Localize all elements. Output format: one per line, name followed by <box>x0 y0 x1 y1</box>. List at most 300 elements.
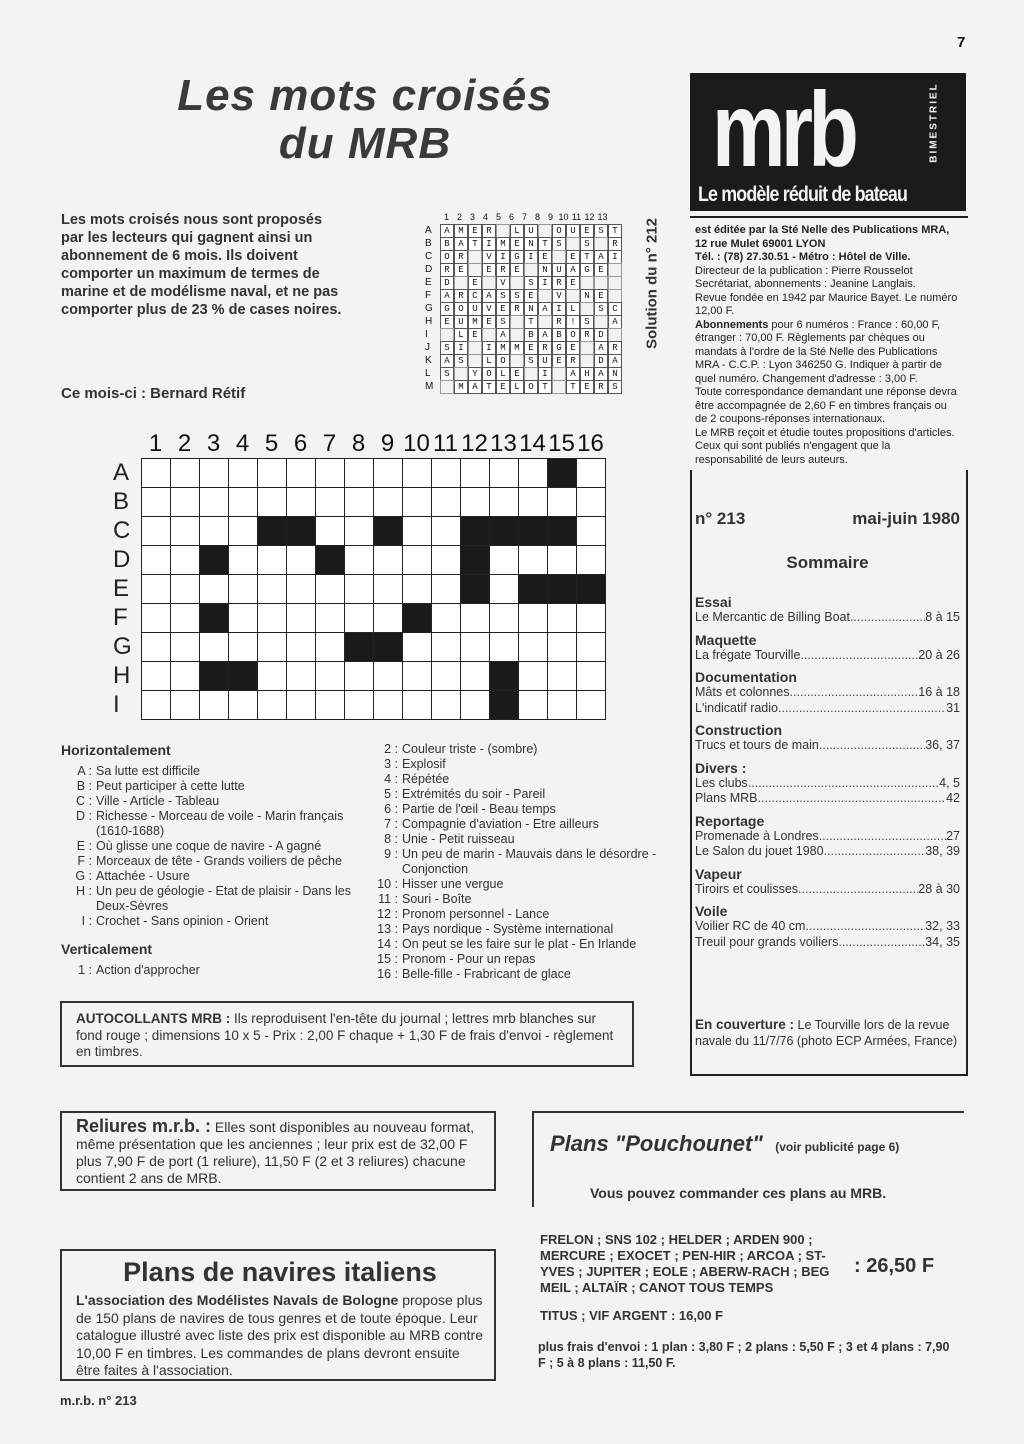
autocollants-text: Ils reproduisent l'en-tête du journal ; lettres mrb blanches sur fond rouge ; dimensions 10 x 5 - Prix : 2,00 F chaque + 1,30 F de frais d'envoi - règlement en timbres. <box>76 1011 614 1059</box>
grid-cell[interactable] <box>257 603 286 632</box>
solution-cell <box>594 237 608 251</box>
grid-cell[interactable] <box>286 574 315 603</box>
solution-cell: E <box>594 263 608 277</box>
solution-cell <box>580 341 594 355</box>
solution-cell: G <box>510 250 524 264</box>
grid-cell[interactable] <box>402 516 431 545</box>
grid-cell[interactable] <box>257 545 286 574</box>
grid-col-number: 4 <box>235 430 250 457</box>
solution-cell: E <box>594 289 608 303</box>
solution-cell: E <box>468 276 482 290</box>
grid-row <box>113 458 606 487</box>
solution-cell: B <box>524 328 538 342</box>
solution-cell <box>552 367 566 381</box>
solution-cell: S <box>440 341 454 355</box>
grid-cell[interactable] <box>286 458 315 487</box>
solution-cell: M <box>510 341 524 355</box>
solution-cell <box>594 315 608 329</box>
grid-cell[interactable] <box>460 690 489 720</box>
grid-cell[interactable] <box>315 487 344 516</box>
grid-black-cell[interactable] <box>518 516 547 545</box>
title-line-1: Les mots croisés <box>177 71 553 120</box>
grid-cell[interactable] <box>402 574 431 603</box>
solution-col-number: 5 <box>495 212 501 222</box>
sommaire-entry[interactable]: Le Salon du jouet 1980 ..... 38, 39 <box>695 844 960 860</box>
solution-cell: O <box>440 250 454 264</box>
grid-cell[interactable] <box>547 603 576 632</box>
grid-cell[interactable] <box>547 487 576 516</box>
grid-black-cell[interactable] <box>199 661 228 690</box>
grid-black-cell[interactable] <box>199 545 228 574</box>
grid-col-number: 3 <box>206 430 221 457</box>
clue: D : Richesse - Morceau de voile - Marin français (1610-1688) <box>76 809 344 838</box>
grid-cell[interactable] <box>547 632 576 661</box>
grid-cell[interactable] <box>199 690 228 720</box>
solution-cell: A <box>440 354 454 368</box>
grid-cell[interactable] <box>489 632 518 661</box>
grid-cell[interactable] <box>286 690 315 720</box>
grid-cell[interactable] <box>170 574 199 603</box>
solution-cell <box>510 328 524 342</box>
grid-cell[interactable] <box>518 661 547 690</box>
grid-cell[interactable] <box>576 487 606 516</box>
grid-cell[interactable] <box>402 545 431 574</box>
clue: 3 : Explosif <box>384 757 446 771</box>
sommaire-entry[interactable]: Le Mercantic de Billing Boat ..... 8 à 15 <box>695 610 960 626</box>
solution-cell <box>538 289 552 303</box>
solution-col-number: 6 <box>508 212 514 222</box>
grid-cell[interactable] <box>402 458 431 487</box>
grid-black-cell[interactable] <box>315 545 344 574</box>
solution-cell <box>538 224 552 238</box>
grid-cell[interactable] <box>402 690 431 720</box>
solution-row-label: D <box>425 264 433 275</box>
grid-cell[interactable] <box>199 458 228 487</box>
clue: E : Où glisse une coque de navire - A gagné <box>76 839 322 853</box>
solution-cell: R <box>594 380 608 394</box>
solution-col-number: 7 <box>521 212 527 222</box>
grid-cell[interactable] <box>344 487 373 516</box>
masthead-rule <box>690 216 968 218</box>
sommaire-entry[interactable]: Tiroirs et coulisses ..... 28 à 30 <box>695 882 960 898</box>
grid-cell[interactable] <box>518 545 547 574</box>
clue: 4 : Répétée <box>384 772 450 786</box>
grid-cell[interactable] <box>489 574 518 603</box>
grid-cell[interactable] <box>257 661 286 690</box>
solution-cell: U <box>566 224 580 238</box>
grid-black-cell[interactable] <box>547 516 576 545</box>
grid-cell[interactable] <box>373 487 402 516</box>
reliures-lead: Reliures m.r.b. : <box>76 1116 212 1136</box>
grid-cell[interactable] <box>518 458 547 487</box>
grid-black-cell[interactable] <box>518 574 547 603</box>
grid-cell[interactable] <box>141 632 170 661</box>
solution-cell: A <box>538 302 552 316</box>
solution-cell <box>440 380 454 394</box>
grid-cell[interactable] <box>141 661 170 690</box>
solution-cell: L <box>510 224 524 238</box>
grid-cell[interactable] <box>576 690 606 720</box>
grid-black-cell[interactable] <box>489 690 518 720</box>
solution-cell: E <box>566 276 580 290</box>
solution-cell: I <box>524 250 538 264</box>
correspondance: Toute correspondance demandant une réponse devra être accompagnée de 2,60 F en timbres français ou de 2 coupons-réponses internationaux. <box>695 386 957 425</box>
solution-cell: A <box>594 367 608 381</box>
grid-cell[interactable] <box>518 487 547 516</box>
grid-cell[interactable] <box>547 690 576 720</box>
solution-cell <box>482 328 496 342</box>
grid-black-cell[interactable] <box>460 574 489 603</box>
sommaire-entry[interactable]: Mâts et colonnes ..... 16 à 18 <box>695 685 960 701</box>
grid-cell[interactable] <box>286 545 315 574</box>
grid-cell[interactable] <box>199 516 228 545</box>
grid-cell[interactable] <box>576 458 606 487</box>
grid-cell[interactable] <box>315 574 344 603</box>
intro-text: Les mots croisés nous sont proposés par les lecteurs qui gagnent ainsi un abonnement de 6 mois. Ils doivent comporter un maximum de termes de marine et de modélisme naval, et ne pas comporter plus de 23 % de cases noires. <box>61 212 342 318</box>
solution-cell: S <box>454 354 468 368</box>
grid-black-cell[interactable] <box>576 574 606 603</box>
solution-cell: G <box>552 341 566 355</box>
solution-row-label: A <box>425 225 432 236</box>
solution-cell <box>510 315 524 329</box>
grid-black-cell[interactable] <box>547 574 576 603</box>
grid-cell[interactable] <box>373 603 402 632</box>
sommaire-entry[interactable]: Trucs et tours de main ..... 36, 37 <box>695 738 960 754</box>
solution-cell: O <box>566 328 580 342</box>
solution-caption: Solution du n° 212 <box>643 218 661 350</box>
solution-cell: A <box>608 315 622 329</box>
grid-cell[interactable] <box>286 487 315 516</box>
grid-row <box>113 545 606 574</box>
grid-cell[interactable] <box>344 458 373 487</box>
grid-cell[interactable] <box>286 632 315 661</box>
solution-cell: R <box>496 263 510 277</box>
grid-cell[interactable] <box>402 632 431 661</box>
grid-black-cell[interactable] <box>373 516 402 545</box>
grid-cell[interactable] <box>344 690 373 720</box>
pouchounet-box <box>532 1111 964 1207</box>
grid-row <box>113 661 606 690</box>
grid-black-cell[interactable] <box>547 458 576 487</box>
solution-row <box>425 354 622 367</box>
grid-cell[interactable] <box>576 632 606 661</box>
grid-cell[interactable] <box>170 545 199 574</box>
solution-cell: I <box>538 276 552 290</box>
periodicity: BIMESTRIEL <box>928 82 940 163</box>
sommaire-entry[interactable]: L'indicatif radio ..... 31 <box>695 701 960 717</box>
grid-black-cell[interactable] <box>286 516 315 545</box>
clue: B : Peut participer à cette lutte <box>76 779 245 793</box>
grid-cell[interactable] <box>170 603 199 632</box>
grid-cell[interactable] <box>489 487 518 516</box>
sommaire-section-title: Documentation <box>695 669 797 685</box>
solution-cell: O <box>524 380 538 394</box>
issue-line <box>695 509 960 529</box>
solution-cell: S <box>496 289 510 303</box>
grid-cell[interactable] <box>228 516 257 545</box>
grid-cell[interactable] <box>431 545 460 574</box>
grid-cell[interactable] <box>257 574 286 603</box>
grid-cell[interactable] <box>228 574 257 603</box>
grid-cell[interactable] <box>576 545 606 574</box>
grid-cell[interactable] <box>576 603 606 632</box>
abonnements: Abonnements pour 6 numéros : France : 60,00 F, étranger : 70,00 F. Règlements par chèques ou mandats à l'ordre de la Sté Nelle des Publications MRA - C.C.P. : Lyon 346250 G. Indiquer à partir de quel numéro. Changement d'adresse : 3,00 F. <box>695 318 943 385</box>
grid-cell[interactable] <box>373 661 402 690</box>
grid-cell[interactable] <box>460 603 489 632</box>
grid-row <box>113 574 606 603</box>
grid-cell[interactable] <box>315 516 344 545</box>
solution-cell: E <box>580 224 594 238</box>
solution-cell: N <box>524 302 538 316</box>
clue: 10 : Hisser une vergue <box>377 877 504 891</box>
sommaire-entry[interactable]: Promenade à Londres ..... 27 <box>695 829 960 845</box>
grid-cell[interactable] <box>431 487 460 516</box>
solution-cell <box>468 341 482 355</box>
grid-cell[interactable] <box>518 690 547 720</box>
solution-cell <box>580 276 594 290</box>
solution-cell: C <box>608 302 622 316</box>
solution-row-label: M <box>425 381 434 392</box>
grid-cell[interactable] <box>344 574 373 603</box>
solution-cell: I <box>454 341 468 355</box>
grid-black-cell[interactable] <box>460 545 489 574</box>
grid-black-cell[interactable] <box>257 516 286 545</box>
grid-cell[interactable] <box>315 690 344 720</box>
solution-row <box>425 367 622 380</box>
grid-cell[interactable] <box>460 487 489 516</box>
grid-cell[interactable] <box>431 458 460 487</box>
grid-col-number: 12 <box>461 430 488 457</box>
phone: Tél. : (78) 27.30.51 - Métro : Hôtel de Ville. <box>695 251 911 263</box>
clue: 1 : Action d'approcher <box>78 963 200 977</box>
grid-cell[interactable] <box>170 516 199 545</box>
solution-cell <box>594 276 608 290</box>
grid-cell[interactable] <box>489 603 518 632</box>
solution-cell: E <box>524 341 538 355</box>
grid-cell[interactable] <box>315 458 344 487</box>
grid-cell[interactable] <box>257 632 286 661</box>
solution-cell: L <box>454 328 468 342</box>
solution-row <box>425 276 622 289</box>
grid-cell[interactable] <box>431 632 460 661</box>
grid-cell[interactable] <box>286 661 315 690</box>
clue: I : Crochet - Sans opinion - Orient <box>81 914 269 928</box>
solution-cell: A <box>482 289 496 303</box>
solution-row-label: G <box>425 303 433 314</box>
solution-row-label: J <box>425 342 430 353</box>
column-rule-bottom <box>690 1074 968 1076</box>
grid-cell[interactable] <box>576 516 606 545</box>
grid-black-cell[interactable] <box>460 516 489 545</box>
grid-cell[interactable] <box>431 516 460 545</box>
solution-cell: E <box>566 341 580 355</box>
sommaire-section-title: Vapeur <box>695 865 742 882</box>
grid-cell[interactable] <box>141 487 170 516</box>
grid-cell[interactable] <box>431 603 460 632</box>
grid-col-number: 10 <box>403 430 430 457</box>
grid-cell[interactable] <box>141 516 170 545</box>
sommaire-section-title: Construction <box>695 722 783 738</box>
grid-black-cell[interactable] <box>489 516 518 545</box>
solution-cell <box>454 367 468 381</box>
clue: A : Sa lutte est difficile <box>77 764 200 778</box>
grid-cell[interactable] <box>489 458 518 487</box>
solution-cell: S <box>594 302 608 316</box>
grid-col-number: 15 <box>548 430 575 457</box>
grid-cell[interactable] <box>402 487 431 516</box>
grid-black-cell[interactable] <box>199 603 228 632</box>
solution-col-number: 10 <box>558 212 569 222</box>
pouchounet-frais: plus frais d'envoi : 1 plan : 3,80 F ; 2 plans : 5,50 F ; 3 et 4 plans : 7,90 F ; 5 à 8 plans : 11,50 F. <box>538 1340 950 1370</box>
grid-cell[interactable] <box>228 487 257 516</box>
grid-cell[interactable] <box>170 487 199 516</box>
grid-cell[interactable] <box>257 487 286 516</box>
grid-cell[interactable] <box>402 661 431 690</box>
grid-cell[interactable] <box>373 574 402 603</box>
grid-cell[interactable] <box>518 603 547 632</box>
solution-cell <box>454 276 468 290</box>
sommaire-section-title: Divers : <box>695 759 747 776</box>
grid-cell[interactable] <box>286 603 315 632</box>
solution-row <box>425 380 622 393</box>
clue: H : Un peu de géologie - Etat de plaisir - Dans les Deux-Sèvres <box>76 884 352 913</box>
grid-cell[interactable] <box>344 545 373 574</box>
grid-black-cell[interactable] <box>373 632 402 661</box>
grid-cell[interactable] <box>170 458 199 487</box>
solution-cell: T <box>538 237 552 251</box>
solution-cell: N <box>580 289 594 303</box>
grid-cell[interactable] <box>199 632 228 661</box>
issue-number: n° 213 <box>695 509 746 528</box>
grid-cell[interactable] <box>199 487 228 516</box>
solution-col-number: 3 <box>469 212 475 222</box>
grid-cell[interactable] <box>228 632 257 661</box>
solution-row <box>425 224 622 237</box>
grid-black-cell[interactable] <box>489 661 518 690</box>
solution-cell: N <box>538 263 552 277</box>
grid-cell[interactable] <box>431 690 460 720</box>
solution-cell <box>482 276 496 290</box>
grid-cell[interactable] <box>228 458 257 487</box>
grid-cell[interactable] <box>373 545 402 574</box>
solution-cell: R <box>454 250 468 264</box>
grid-cell[interactable] <box>431 661 460 690</box>
grid-cell[interactable] <box>518 632 547 661</box>
solution-cell: S <box>510 289 524 303</box>
grid-cell[interactable] <box>344 661 373 690</box>
grid-cell[interactable] <box>170 661 199 690</box>
grid-cell[interactable] <box>547 545 576 574</box>
solution-col-number: 13 <box>597 212 608 222</box>
grid-cell[interactable] <box>373 690 402 720</box>
solution-cell: R <box>566 354 580 368</box>
grid-cell[interactable] <box>257 458 286 487</box>
solution-cell: U <box>524 224 538 238</box>
solution-cell: T <box>566 380 580 394</box>
grid-cell[interactable] <box>199 574 228 603</box>
solution-cell: U <box>538 354 552 368</box>
grid-black-cell[interactable] <box>228 661 257 690</box>
solution-cell: E <box>496 302 510 316</box>
solution-cell <box>580 354 594 368</box>
grid-cell[interactable] <box>315 661 344 690</box>
grid-cell[interactable] <box>141 458 170 487</box>
grid-black-cell[interactable] <box>344 632 373 661</box>
grid-cell[interactable] <box>228 603 257 632</box>
grid-cell[interactable] <box>460 458 489 487</box>
grid-cell[interactable] <box>170 690 199 720</box>
solution-cell: O <box>454 302 468 316</box>
solution-cell: C <box>468 289 482 303</box>
grid-cell[interactable] <box>576 661 606 690</box>
solution-cell: R <box>608 341 622 355</box>
grid-cell[interactable] <box>141 603 170 632</box>
solution-cell: I <box>552 302 566 316</box>
grid-cell[interactable] <box>141 545 170 574</box>
sommaire-entry[interactable]: Voilier RC de 40 cm ..... 32, 33 <box>695 919 960 935</box>
grid-cell[interactable] <box>141 690 170 720</box>
articles: Le MRB reçoit et étudie toutes propositions d'articles. Ceux qui sont publiés n'engagent que la responsabilité de leurs auteurs. <box>695 426 955 466</box>
grid-cell[interactable] <box>228 690 257 720</box>
grid-cell[interactable] <box>460 632 489 661</box>
grid-cell[interactable] <box>141 574 170 603</box>
solution-cell: A <box>440 224 454 238</box>
solution-row-label: E <box>425 277 432 288</box>
vertical-clues <box>367 742 667 982</box>
solution-cell: S <box>552 237 566 251</box>
solution-col-number: 11 <box>571 212 582 222</box>
solution-cell: O <box>552 224 566 238</box>
grid-cell[interactable] <box>344 603 373 632</box>
sommaire-entry[interactable]: La frégate Tourville ..... 20 à 26 <box>695 648 960 664</box>
grid-cell[interactable] <box>170 632 199 661</box>
solution-cell: T <box>468 237 482 251</box>
solution-cell: E <box>524 289 538 303</box>
grid-cell[interactable] <box>489 545 518 574</box>
publisher: est éditée par la Sté Nelle des Publications MRA, 12 rue Mulet 69001 LYON <box>695 224 950 250</box>
grid-cell[interactable] <box>431 574 460 603</box>
solution-cell: U <box>552 263 566 277</box>
grid-cell[interactable] <box>315 632 344 661</box>
grid-cell[interactable] <box>228 545 257 574</box>
grid-cell[interactable] <box>373 458 402 487</box>
grid-black-cell[interactable] <box>402 603 431 632</box>
author-credit: Ce mois-ci : Bernard Rétif <box>61 385 246 402</box>
solution-cell: V <box>552 289 566 303</box>
grid-cell[interactable] <box>257 690 286 720</box>
masthead-subtitle: Le modèle réduit de bateau <box>698 183 908 206</box>
solution-cell <box>552 380 566 394</box>
grid-cell[interactable] <box>460 661 489 690</box>
sommaire-entry[interactable]: Plans MRB ..... 42 <box>695 791 960 807</box>
autocollants-box <box>60 1001 634 1067</box>
sommaire-entry[interactable]: Les clubs ..... 4, 5 <box>695 776 960 792</box>
solution-cell: H <box>580 367 594 381</box>
masthead-info <box>695 224 961 467</box>
grid-cell[interactable] <box>315 603 344 632</box>
grid-row-label: F <box>113 604 128 631</box>
solution-col-number: 8 <box>534 212 540 222</box>
grid-cell[interactable] <box>547 661 576 690</box>
solution-cell: L <box>566 302 580 316</box>
sommaire-entry[interactable]: Treuil pour grands voiliers ..... 34, 35 <box>695 935 960 951</box>
grid-col-number: 14 <box>519 430 546 457</box>
solution-cell: L <box>482 354 496 368</box>
grid-cell[interactable] <box>344 516 373 545</box>
clue: F : Morceaux de tête - Grands voiliers de pêche <box>77 854 342 868</box>
solution-cell: S <box>524 276 538 290</box>
solution-cell: E <box>468 224 482 238</box>
